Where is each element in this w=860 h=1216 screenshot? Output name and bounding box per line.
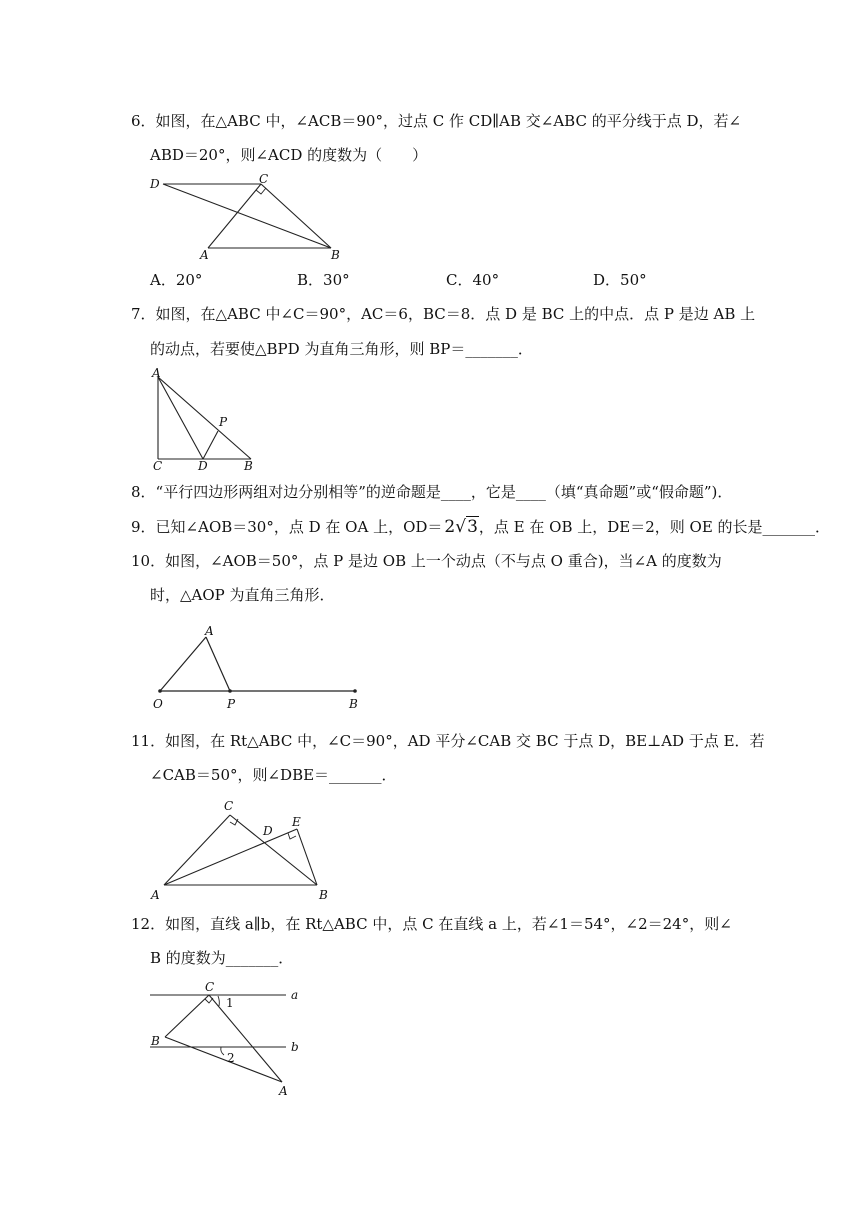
q6-label-d: D xyxy=(150,177,160,191)
q11-line-2: ∠CAB＝50°，则∠DBE＝_______． xyxy=(150,766,397,784)
q6-option-d: D．50° xyxy=(593,271,647,289)
q7-label-d: D xyxy=(198,459,208,473)
q12-label-b-point: B xyxy=(151,1034,160,1048)
q9-text-after: ，点 E 在 OB 上，DE＝2，则 OE 的长是_______． xyxy=(478,518,831,536)
q10-line-2: 时，△AOP 为直角三角形． xyxy=(150,586,335,604)
q6-label-b: B xyxy=(331,248,340,262)
q12-label-angle-2: 2 xyxy=(227,1051,235,1065)
q8-line-1: 8．“平行四边形两组对边分别相等”的逆命题是____，它是____（填“真命题”或“假命题”)． xyxy=(131,483,733,501)
q7-label-a: A xyxy=(152,366,161,380)
q10-label-a: A xyxy=(205,624,214,638)
q7-label-p: P xyxy=(219,415,228,429)
q12-line-1: 12．如图，直线 a∥b，在 Rt△ABC 中，点 C 在直线 a 上，若∠1＝54°，∠2＝24°，则∠ xyxy=(131,915,732,933)
q6-label-a: A xyxy=(200,248,209,262)
q10-label-b: B xyxy=(349,697,358,711)
q10-label-p: P xyxy=(227,697,236,711)
q11-label-b: B xyxy=(319,888,328,902)
q9-sqrt-expression: 2√3 xyxy=(444,517,478,537)
q11-label-c: C xyxy=(224,799,234,813)
q6-figure xyxy=(145,170,345,265)
q11-line-1: 11．如图，在 Rt△ABC 中，∠C＝90°，AD 平分∠CAB 交 BC 于点 D，BE⊥AD 于点 E．若 xyxy=(131,732,765,750)
q6-option-c: C．40° xyxy=(446,271,500,289)
q6-label-c: C xyxy=(259,172,269,186)
q10-line-1: 10．如图，∠AOB＝50°，点 P 是边 OB 上一个动点（不与点 O 重合)，当∠A 的度数为 xyxy=(131,552,722,570)
q12-label-a-point: A xyxy=(279,1084,288,1098)
q12-label-c: C xyxy=(205,980,215,994)
q7-label-b: B xyxy=(244,459,253,473)
q9-text-before: 9．已知∠AOB＝30°，点 D 在 OA 上，OD＝ xyxy=(131,518,443,536)
q12-label-b-line: b xyxy=(291,1040,299,1054)
q6-option-a: A．20° xyxy=(150,271,203,289)
q12-line-2: B 的度数为_______． xyxy=(150,949,294,967)
q7-figure xyxy=(145,365,270,475)
q12-figure xyxy=(145,975,325,1100)
q9-line-1 xyxy=(131,517,830,537)
q6-line-2: ABD＝20°，则∠ACD 的度数为（ ） xyxy=(150,146,428,164)
q12-label-angle-1: 1 xyxy=(226,996,234,1010)
q12-label-a-line: a xyxy=(291,988,299,1002)
q11-label-e: E xyxy=(292,815,301,829)
q7-line-2: 的动点，若要使△BPD 为直角三角形，则 BP＝_______． xyxy=(150,340,533,358)
q6-option-b: B．30° xyxy=(297,271,350,289)
q7-line-1: 7．如图，在△ABC 中∠C＝90°，AC＝6，BC＝8．点 D 是 BC 上的中点．点 P 是边 AB 上 xyxy=(131,305,756,323)
q7-label-c: C xyxy=(153,459,163,473)
q11-figure xyxy=(145,792,345,902)
q11-label-a: A xyxy=(151,888,160,902)
q10-label-o: O xyxy=(153,697,163,711)
q11-label-d: D xyxy=(263,824,273,838)
q10-figure xyxy=(145,618,365,713)
q6-line-1: 6．如图，在△ABC 中，∠ACB＝90°，过点 C 作 CD∥AB 交∠ABC 的平分线于点 D，若∠ xyxy=(131,112,742,130)
